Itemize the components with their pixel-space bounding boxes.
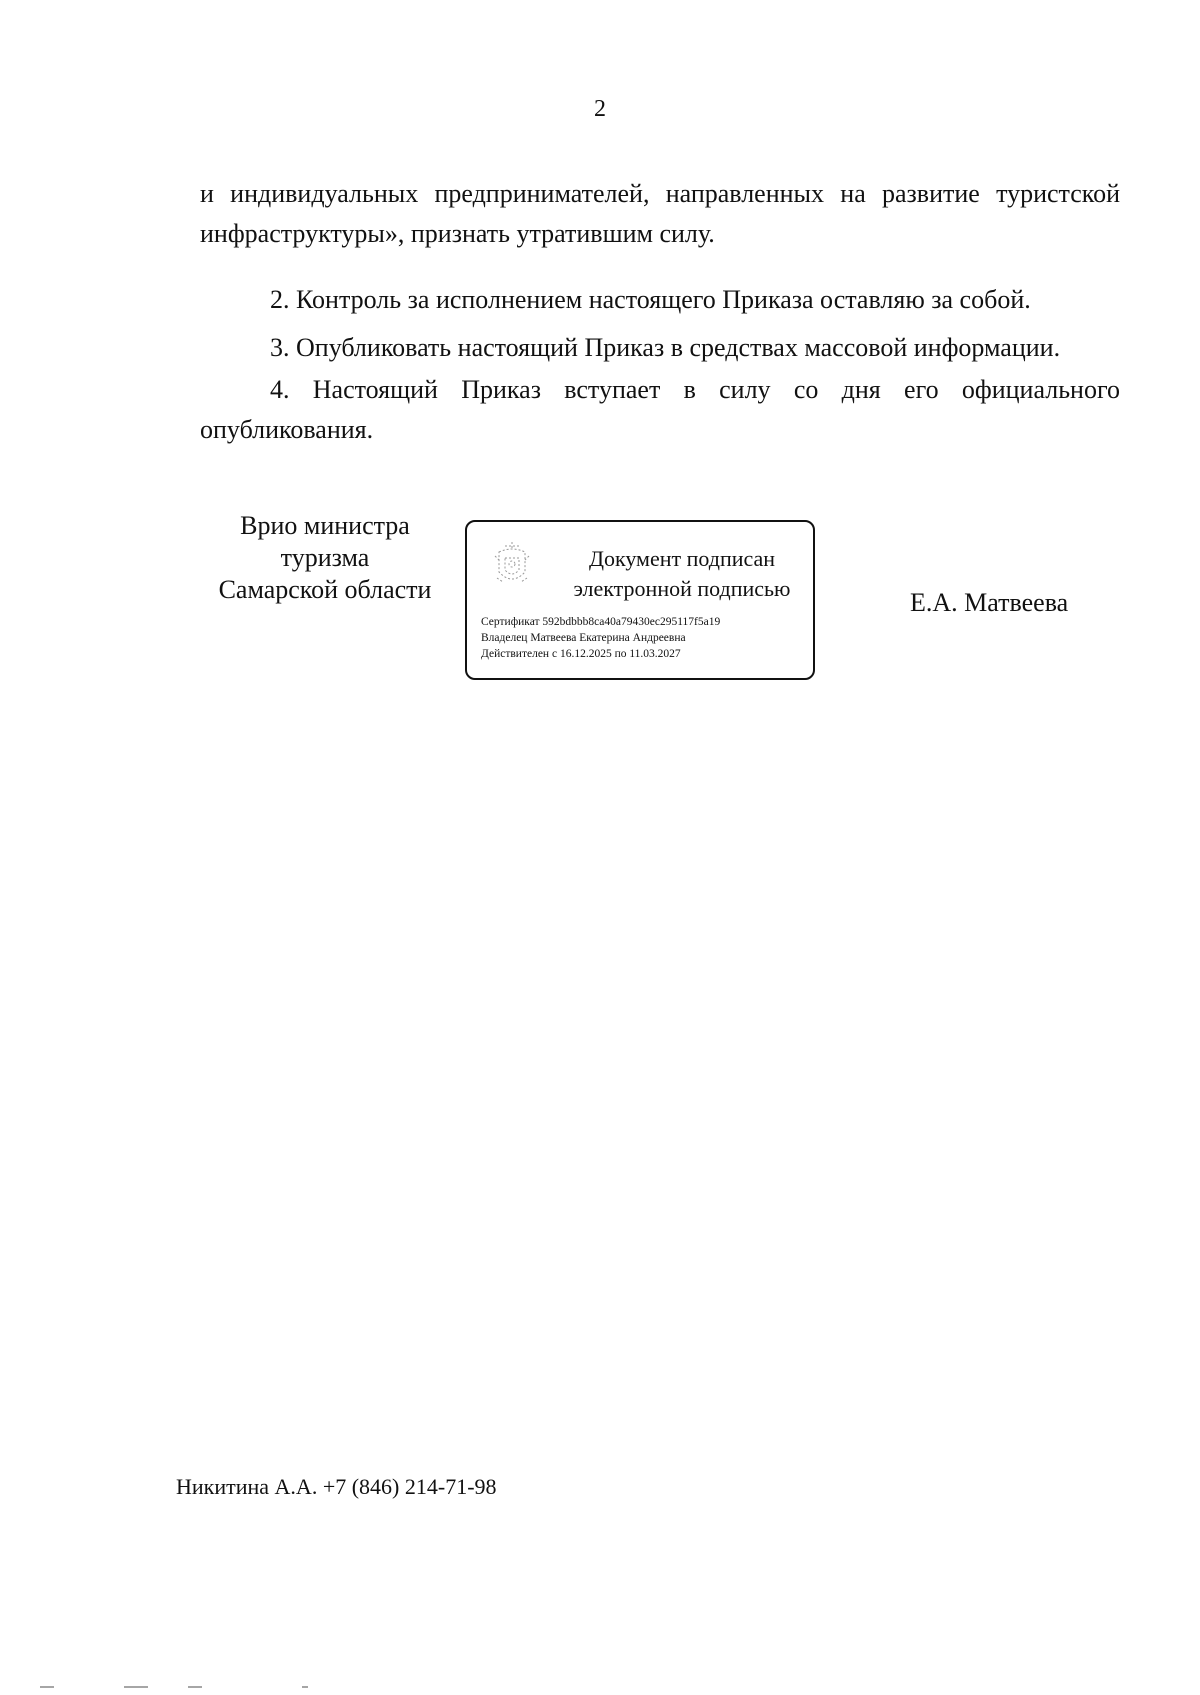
stamp-title-line: Документ подписан [588,546,776,571]
signer-name: Е.А. Матвеева [910,588,1069,617]
stamp-details [481,614,811,662]
paragraph-line: опубликования. [200,415,374,444]
paragraph-item-3: 3. Опубликовать настоящий Приказ в средствах массовой информации. [270,333,1061,362]
paragraph-line: 4. Настоящий Приказ вступает в силу со дня его официального [270,375,1120,404]
signer-title-line: Самарской области [218,575,432,604]
signer-title [200,510,450,606]
certificate-validity: Действителен с 16.12.2025 по 11.03.2027 [481,648,681,660]
paragraph-line: и индивидуальных предпринимателей, направленных на развитие туристской [200,179,1120,208]
paragraph-line: инфраструктуры», признать утратившим силу. [200,219,715,248]
signer-title-line: туризма [280,543,370,572]
certificate-number: Сертификат 592bdbbb8ca40a79430ec295117f5a19 [481,616,721,628]
executor-contact: Никитина А.А. +7 (846) 214-71-98 [176,1474,497,1499]
page-number: 2 [594,96,606,122]
stamp-title [557,544,807,604]
certificate-owner: Владелец Матвеева Екатерина Андреевна [481,632,686,644]
paragraph-item-2: 2. Контроль за исполнением настоящего Приказа оставляю за собой. [270,285,1031,314]
electronic-signature-stamp [465,520,815,680]
signer-title-line: Врио министра [240,511,410,540]
paragraph-item-4 [200,370,1120,450]
stamp-title-line: электронной подписью [573,576,791,601]
paragraph-continuation [200,174,1120,254]
coat-of-arms-icon [489,538,535,594]
scan-artifact [40,1685,340,1689]
